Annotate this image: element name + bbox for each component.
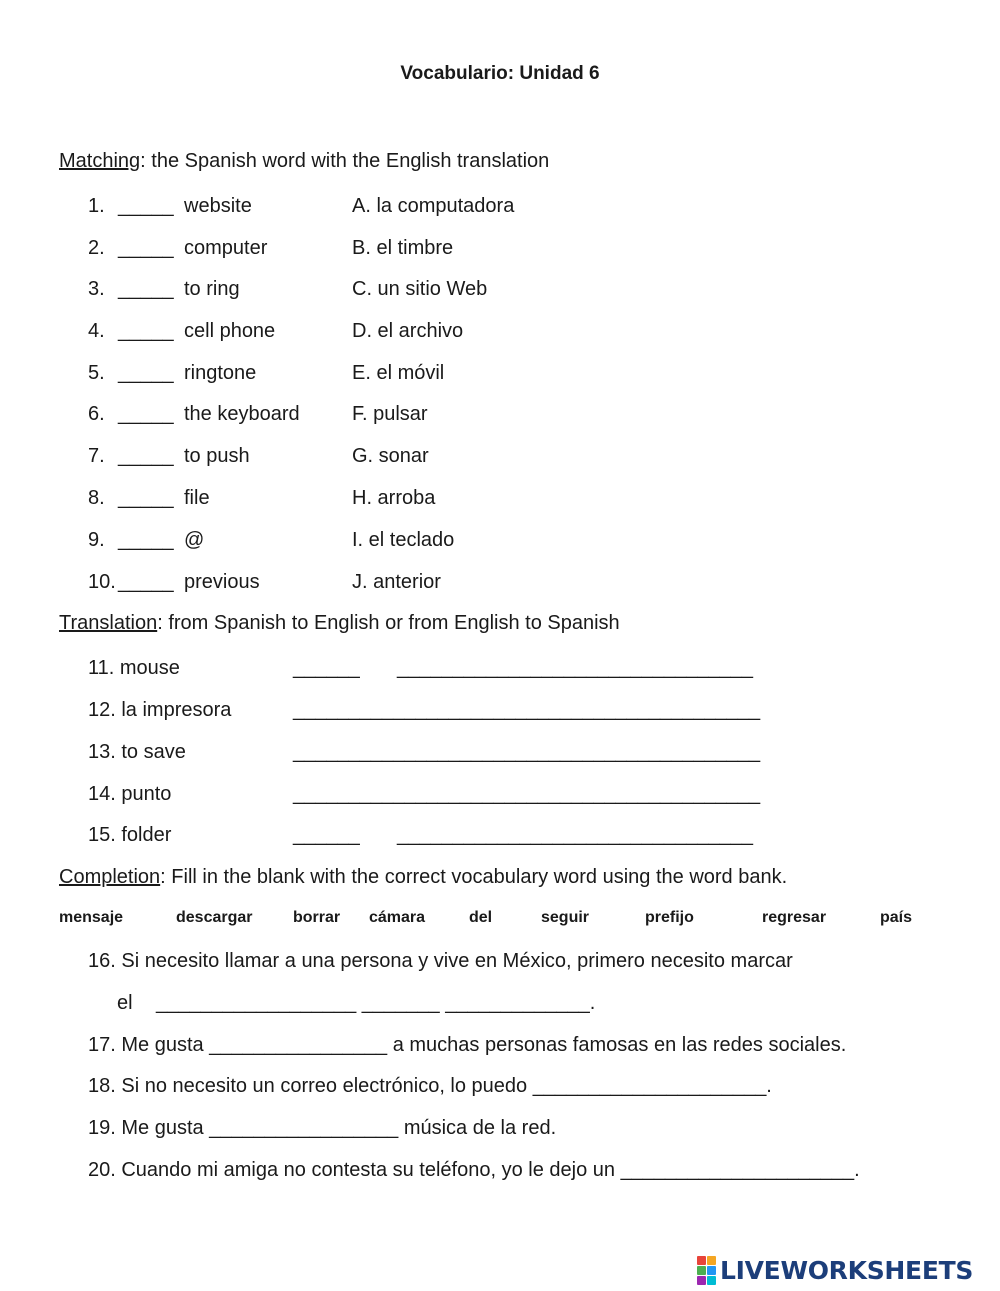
answer-blank[interactable]: __________________________________________ xyxy=(293,699,761,721)
english-word: to push xyxy=(184,445,250,467)
item-number: 9. xyxy=(88,529,105,551)
spanish-option: B. el timbre xyxy=(352,237,454,259)
spanish-option: I. el teclado xyxy=(352,529,455,551)
answer-blank[interactable]: _____ xyxy=(118,278,174,300)
english-word: the keyboard xyxy=(184,403,300,425)
translation-instruction-text: : from Spanish to English or from English to Spanish xyxy=(157,612,620,634)
question-16-blanks[interactable]: __________________ _______ _____________. xyxy=(156,992,596,1014)
answer-blank[interactable]: ________________________________ xyxy=(397,657,753,679)
spanish-option: H. arroba xyxy=(352,487,436,509)
spanish-option: G. sonar xyxy=(352,445,429,467)
answer-blank[interactable]: _____ xyxy=(118,403,174,425)
question-19[interactable]: 19. Me gusta _________________ música de la red. xyxy=(88,1117,557,1139)
spanish-option: E. el móvil xyxy=(352,362,445,384)
item-number: 7. xyxy=(88,445,105,467)
question-18[interactable]: 18. Si no necesito un correo electrónico, lo puedo _____________________. xyxy=(88,1075,772,1097)
logo-blocks-icon xyxy=(697,1256,716,1285)
translation-prompt: 12. la impresora xyxy=(88,699,232,721)
matching-heading: Matching xyxy=(59,150,141,172)
item-number: 10. xyxy=(88,571,116,593)
word-bank-item: cámara xyxy=(369,909,426,926)
word-bank-item: descargar xyxy=(176,909,253,926)
article-blank[interactable]: ______ xyxy=(293,657,360,679)
english-word: website xyxy=(184,195,252,217)
english-word: ringtone xyxy=(184,362,257,384)
spanish-option: D. el archivo xyxy=(352,320,464,342)
matching-instruction xyxy=(59,151,549,171)
answer-blank[interactable]: _____ xyxy=(118,487,174,509)
translation-prompt: 11. mouse xyxy=(88,657,180,679)
translation-instruction xyxy=(59,613,620,633)
answer-blank[interactable]: _____ xyxy=(118,529,174,551)
answer-blank[interactable]: _____ xyxy=(118,571,174,593)
completion-instruction-text: : Fill in the blank with the correct vocabulary word using the word bank. xyxy=(160,866,788,888)
english-word: to ring xyxy=(184,278,240,300)
spanish-option: A. la computadora xyxy=(352,195,515,217)
question-16: 16. Si necesito llamar a una persona y vive en México, primero necesito marcar xyxy=(88,950,793,972)
logo-text: LIVEWORKSHEETS xyxy=(720,1255,974,1285)
answer-blank[interactable]: _____ xyxy=(118,445,174,467)
word-bank-item: regresar xyxy=(762,909,827,926)
liveworksheets-logo[interactable] xyxy=(697,1256,973,1284)
item-number: 8. xyxy=(88,487,105,509)
translation-heading: Translation xyxy=(59,612,158,634)
english-word: previous xyxy=(184,571,260,593)
item-number: 3. xyxy=(88,278,105,300)
matching-instruction-text: : the Spanish word with the English translation xyxy=(140,150,550,172)
answer-blank[interactable]: ________________________________ xyxy=(397,824,753,846)
english-word: file xyxy=(184,487,210,509)
question-17[interactable]: 17. Me gusta ________________ a muchas personas famosas en las redes sociales. xyxy=(88,1034,847,1056)
english-word: cell phone xyxy=(184,320,276,342)
spanish-option: F. pulsar xyxy=(352,403,428,425)
english-word: @ xyxy=(184,529,205,551)
word-bank-item: borrar xyxy=(293,909,341,926)
word-bank-item: país xyxy=(880,909,913,926)
item-number: 1. xyxy=(88,195,105,217)
english-word: computer xyxy=(184,237,268,259)
word-bank-item: prefijo xyxy=(645,909,694,926)
item-number: 6. xyxy=(88,403,105,425)
word-bank-item: del xyxy=(469,909,493,926)
page-title: Vocabulario: Unidad 6 xyxy=(400,63,600,84)
answer-blank[interactable]: _____ xyxy=(118,237,174,259)
question-16-el: el xyxy=(117,992,133,1014)
answer-blank[interactable]: __________________________________________ xyxy=(293,783,761,805)
item-number: 5. xyxy=(88,362,105,384)
completion-heading: Completion xyxy=(59,866,161,888)
completion-instruction xyxy=(59,867,787,887)
answer-blank[interactable]: __________________________________________ xyxy=(293,741,761,763)
translation-prompt: 14. punto xyxy=(88,783,172,805)
translation-prompt: 13. to save xyxy=(88,741,186,763)
spanish-option: J. anterior xyxy=(352,571,441,593)
question-20[interactable]: 20. Cuando mi amiga no contesta su teléfono, yo le dejo un _____________________. xyxy=(88,1159,860,1181)
answer-blank[interactable]: _____ xyxy=(118,362,174,384)
answer-blank[interactable]: _____ xyxy=(118,320,174,342)
article-blank[interactable]: ______ xyxy=(293,824,360,846)
word-bank-item: mensaje xyxy=(59,909,124,926)
word-bank-item: seguir xyxy=(541,909,590,926)
answer-blank[interactable]: _____ xyxy=(118,195,174,217)
translation-prompt: 15. folder xyxy=(88,824,172,846)
item-number: 2. xyxy=(88,237,105,259)
spanish-option: C. un sitio Web xyxy=(352,278,488,300)
item-number: 4. xyxy=(88,320,105,342)
